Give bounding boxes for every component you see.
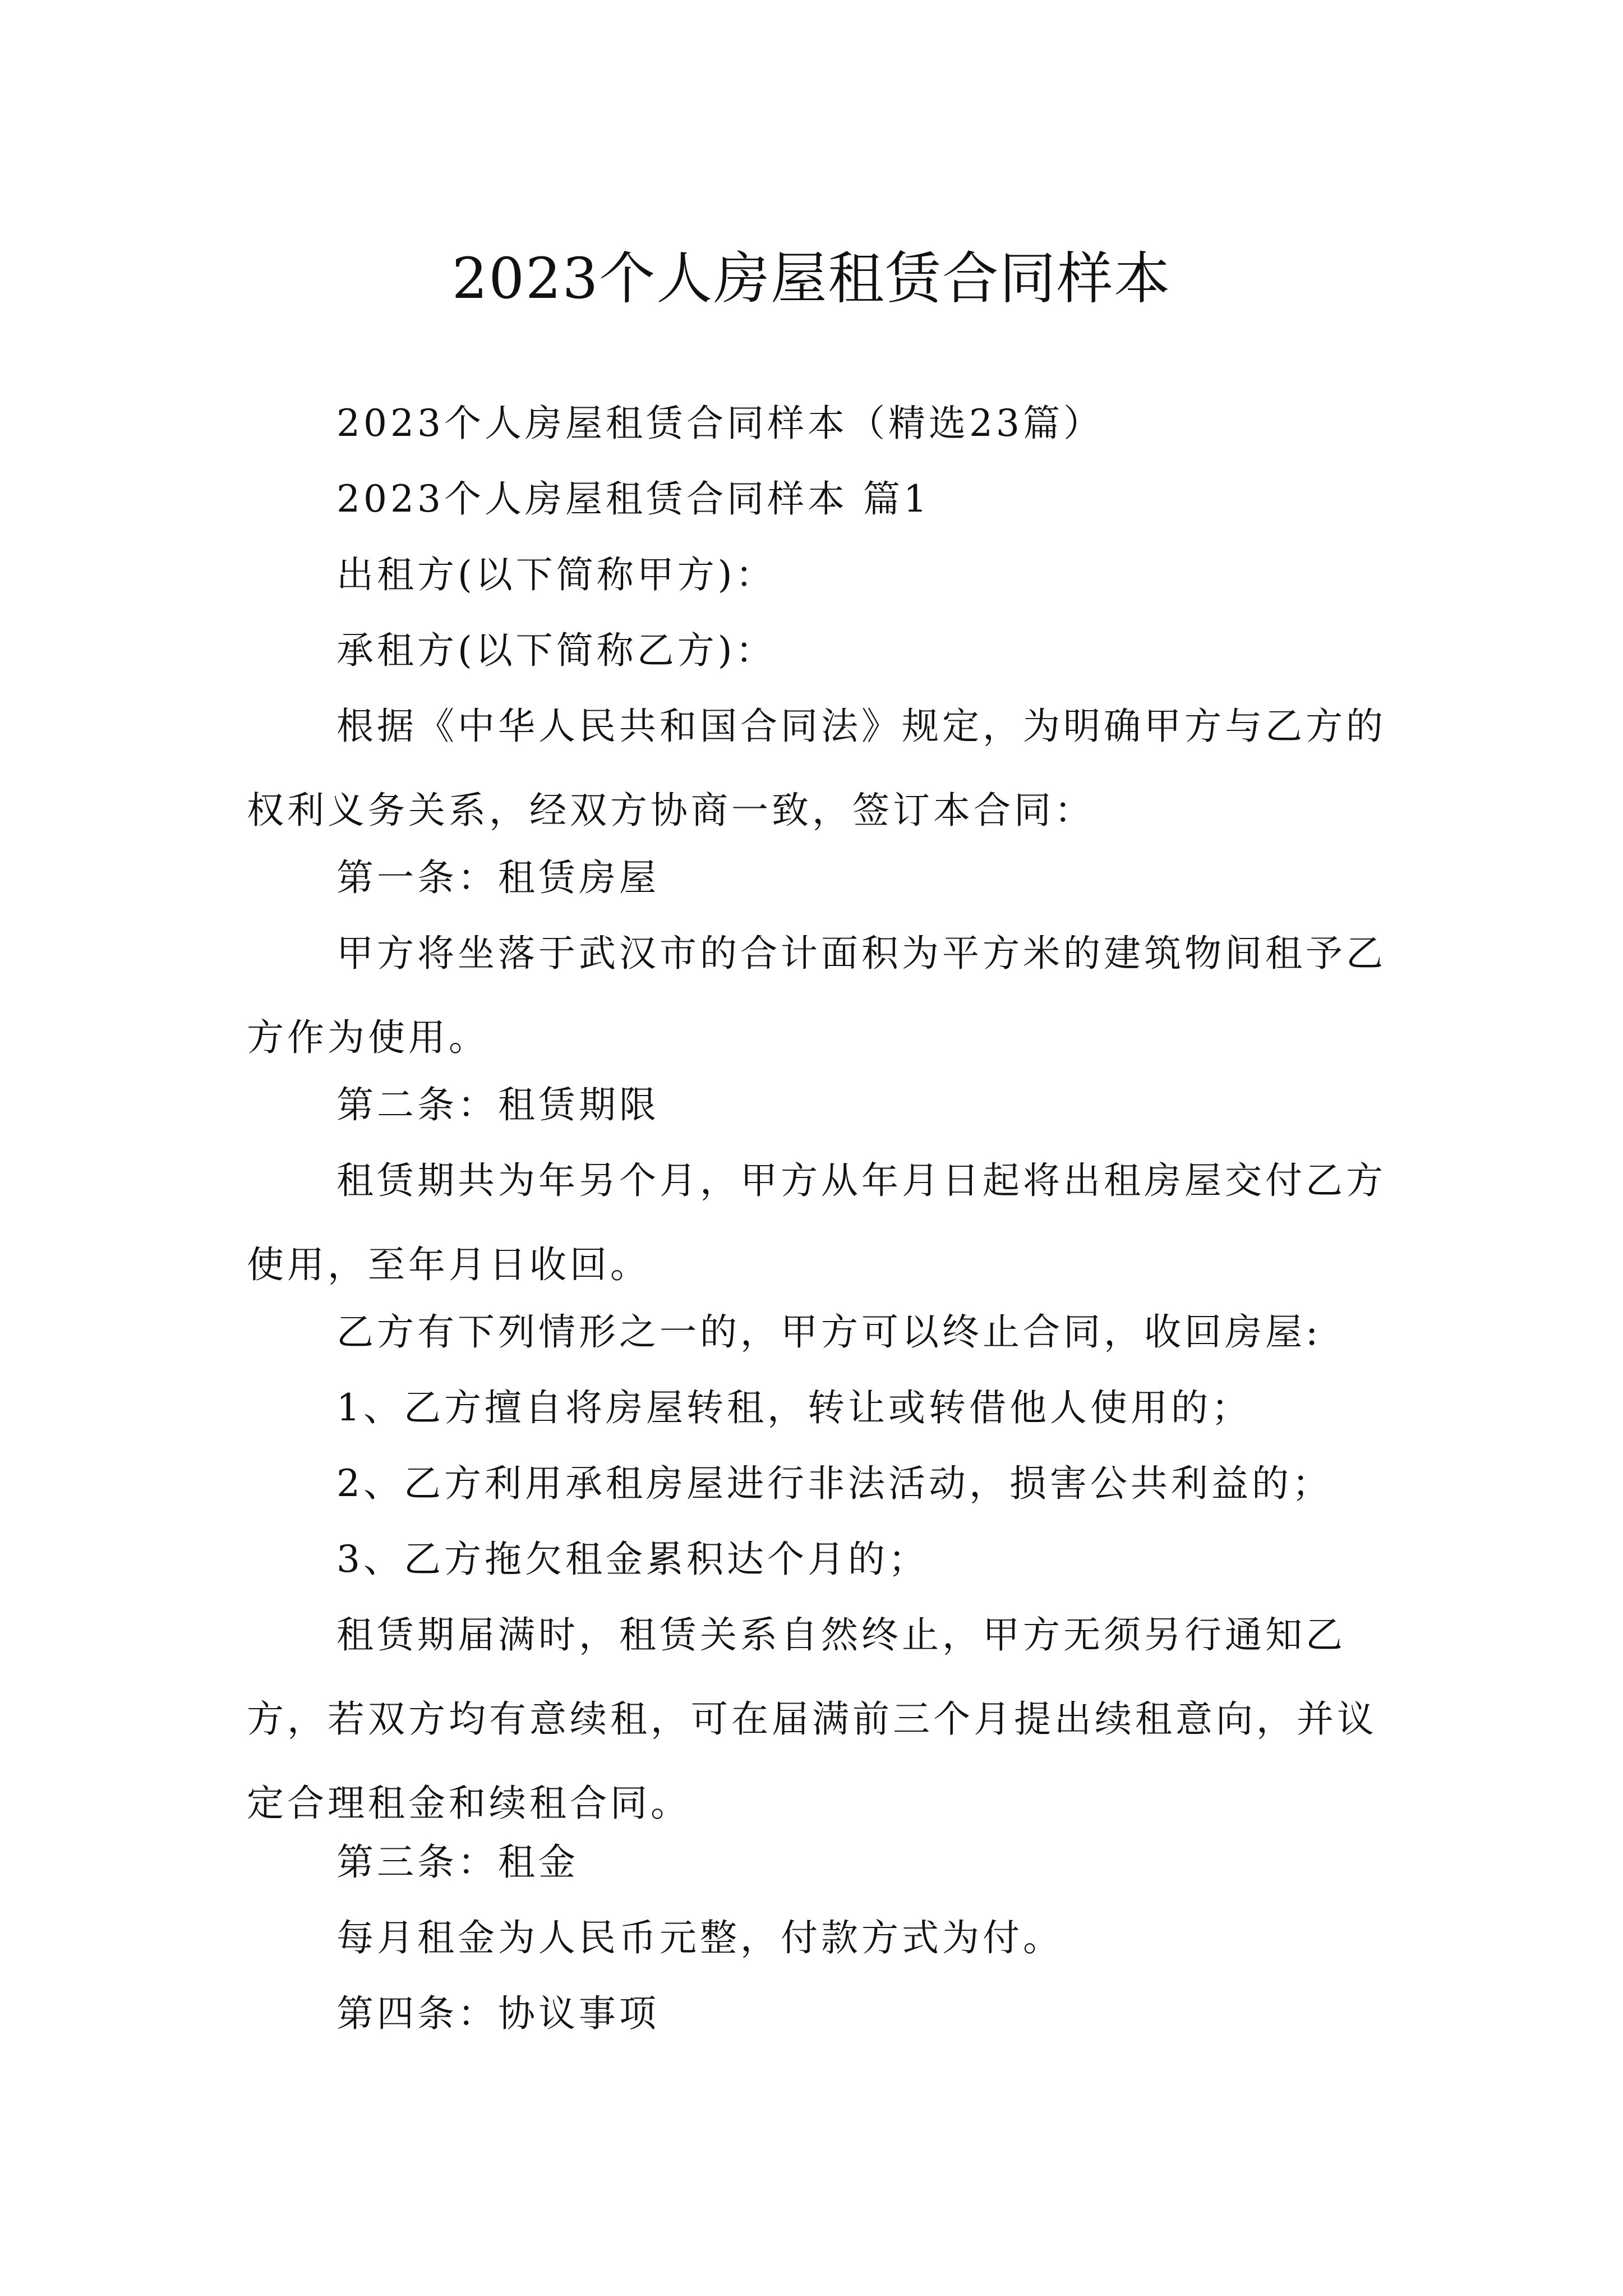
doc-subtitle: 2023个人房屋租赁合同样本（精选23篇）: [336, 402, 1104, 445]
article-3-body: 每月租金为人民币元整，付款方式为付。: [336, 1916, 1063, 1959]
article-1-heading: 第一条：租赁房屋: [336, 856, 660, 899]
termination-item-1: 1、乙方擅自将房屋转租，转让或转借他人使用的；: [336, 1386, 1252, 1429]
article-3-heading: 第三条：租金: [336, 1841, 579, 1884]
article-2-heading: 第二条：租赁期限: [336, 1083, 660, 1126]
article-4-heading: 第四条：协议事项: [336, 1992, 660, 2035]
section-heading-part1: 2023个人房屋租赁合同样本 篇1: [336, 477, 930, 521]
termination-item-3: 3、乙方拖欠租金累积达个月的；: [336, 1538, 929, 1581]
lessee-line: 承租方(以下简称乙方)：: [336, 629, 776, 672]
article-2-body: 租赁期共为年另个月，甲方从年月日起将出租房屋交付乙方使用，至年月日收回。: [247, 1159, 1386, 1286]
preamble-paragraph: 根据《中华人民共和国合同法》规定，为明确甲方与乙方的权利义务关系，经双方协商一致，签订本合同：: [247, 705, 1386, 832]
article-1-body: 甲方将坐落于武汉市的合计面积为平方米的建筑物间租予乙方作为使用。: [247, 932, 1386, 1059]
document-title: 2023个人房屋租赁合同样本: [451, 246, 1172, 311]
termination-item-2: 2、乙方利用承租房屋进行非法活动，损害公共利益的；: [336, 1462, 1332, 1505]
termination-intro: 乙方有下列情形之一的，甲方可以终止合同，收回房屋:: [336, 1310, 1322, 1354]
lessor-line: 出租方(以下简称甲方)：: [336, 553, 776, 596]
renewal-paragraph: 租赁期届满时，租赁关系自然终止，甲方无须另行通知乙方，若双方均有意续租，可在届满前三个月提出续租意向，并议定合理租金和续租合同。: [247, 1613, 1377, 1825]
